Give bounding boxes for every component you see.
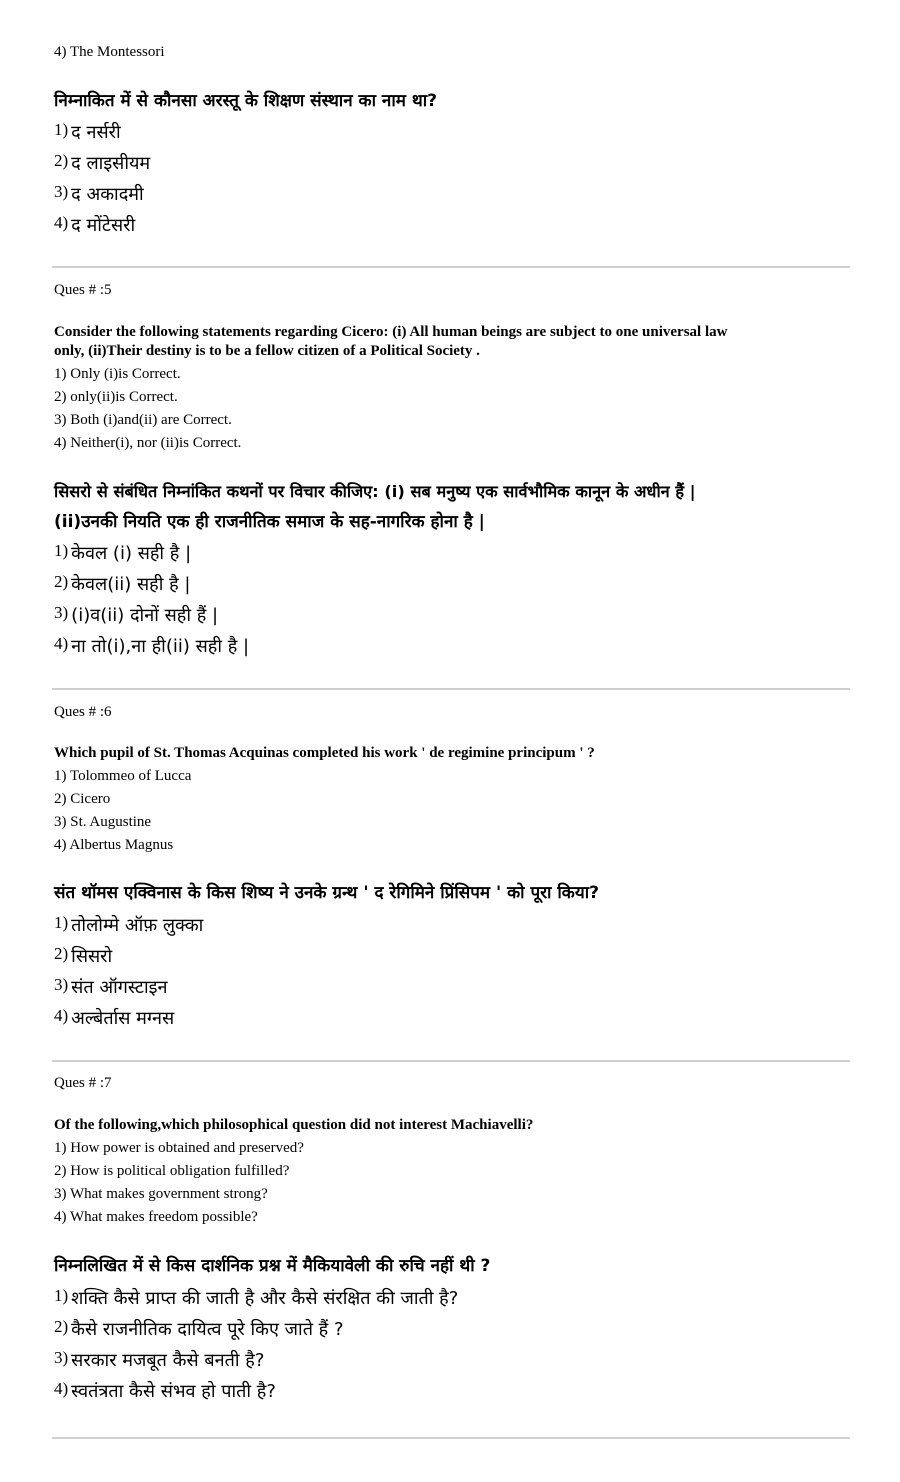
q6-label: Ques # :6 bbox=[54, 704, 112, 720]
option-text: केवल (i) सही है | bbox=[71, 543, 192, 564]
q6-english-question: Which pupil of St. Thomas Acquinas completed his work ' de regimine principum ' ? bbox=[54, 745, 595, 761]
option-number: 2) bbox=[54, 572, 69, 591]
option-text: संत ऑगस्टाइन bbox=[71, 977, 168, 998]
q7-english-option-2: 2) How is political obligation fulfilled? bbox=[54, 1163, 290, 1179]
q5-hindi-option-4 bbox=[54, 631, 249, 660]
q4-hindi-option-3 bbox=[54, 179, 144, 208]
option-number: 2) bbox=[54, 151, 69, 170]
option-text: (i)व(ii) दोनों सही हैं | bbox=[71, 605, 219, 626]
q6-hindi-option-2 bbox=[54, 941, 112, 970]
option-text: स्वतंत्रता कैसे संभव हो पाती है? bbox=[71, 1381, 276, 1402]
option-number: 3) bbox=[54, 182, 69, 201]
option-text: द अकादमी bbox=[71, 184, 144, 205]
q4-hindi-option-2 bbox=[54, 148, 150, 177]
q7-hindi-question: निम्नलिखित में से किस दार्शनिक प्रश्न में मैकियावेली की रुचि नहीं थी ? bbox=[54, 1256, 491, 1276]
option-number: 1) bbox=[54, 541, 69, 560]
option-number: 3) bbox=[54, 975, 69, 994]
option-text: द मोंटेसरी bbox=[71, 215, 136, 236]
option-number: 4) bbox=[54, 1379, 69, 1398]
q7-english-option-4: 4) What makes freedom possible? bbox=[54, 1209, 258, 1225]
option-text: द लाइसीयम bbox=[71, 153, 151, 174]
option-number: 2) bbox=[54, 944, 69, 963]
q6-hindi-option-3 bbox=[54, 972, 167, 1001]
option-text: शक्ति कैसे प्राप्त की जाती है और कैसे संरक्षित की जाती है? bbox=[71, 1288, 459, 1309]
q4-hindi-option-1 bbox=[54, 117, 121, 146]
option-number: 1) bbox=[54, 120, 69, 139]
question-divider bbox=[52, 1437, 850, 1439]
q7-hindi-option-1 bbox=[54, 1283, 458, 1312]
q7-label: Ques # :7 bbox=[54, 1075, 112, 1091]
q6-english-option-4: 4) Albertus Magnus bbox=[54, 837, 174, 853]
q5-hindi-option-1 bbox=[54, 538, 191, 567]
q5-english-option-2: 2) only(ii)is Correct. bbox=[54, 389, 178, 405]
q7-hindi-option-4 bbox=[54, 1376, 276, 1405]
q3-option-4: 4) The Montessori bbox=[54, 44, 165, 60]
option-text: केवल(ii) सही है | bbox=[71, 574, 191, 595]
q6-english-option-2: 2) Cicero bbox=[54, 791, 111, 807]
q7-english-question: Of the following,which philosophical question did not interest Machiavelli? bbox=[54, 1117, 534, 1133]
q6-hindi-option-1 bbox=[54, 910, 203, 939]
q5-hindi-question-line-2: (ii)उनकी नियति एक ही राजनीतिक समाज के सह-नागरिक होना है | bbox=[54, 512, 485, 532]
q5-hindi-option-3 bbox=[54, 600, 218, 629]
q6-hindi-question: संत थॉमस एक्विनास के किस शिष्य ने उनके ग्रन्थ ' द रेगिमिने प्रिंसिपम ' को पूरा किया? bbox=[54, 883, 599, 903]
option-text: सरकार मजबूत कैसे बनती है? bbox=[71, 1350, 265, 1371]
q5-english-option-1: 1) Only (i)is Correct. bbox=[54, 366, 181, 382]
option-text: सिसरो bbox=[71, 946, 113, 967]
q5-label: Ques # :5 bbox=[54, 282, 112, 298]
option-text: कैसे राजनीतिक दायित्व पूरे किए जाते हैं ? bbox=[71, 1319, 344, 1340]
q5-english-option-4: 4) Neither(i), nor (ii)is Correct. bbox=[54, 435, 242, 451]
question-divider bbox=[52, 266, 850, 268]
q5-english-option-3: 3) Both (i)and(ii) are Correct. bbox=[54, 412, 232, 428]
q7-hindi-option-3 bbox=[54, 1345, 264, 1374]
question-divider bbox=[52, 1060, 850, 1062]
option-text: द नर्सरी bbox=[71, 122, 121, 143]
question-divider bbox=[52, 688, 850, 690]
q7-english-option-1: 1) How power is obtained and preserved? bbox=[54, 1140, 304, 1156]
option-number: 1) bbox=[54, 913, 69, 932]
option-number: 4) bbox=[54, 1006, 69, 1025]
option-text: ना तो(i),ना ही(ii) सही है | bbox=[71, 636, 250, 657]
q5-english-question-line-1: Consider the following statements regarding Cicero: (i) All human beings are subject to one universal law bbox=[54, 324, 728, 340]
option-text: अल्बेर्तास मग्नस bbox=[71, 1008, 175, 1029]
q6-hindi-option-4 bbox=[54, 1003, 174, 1032]
option-number: 1) bbox=[54, 1286, 69, 1305]
option-number: 3) bbox=[54, 603, 69, 622]
q5-hindi-option-2 bbox=[54, 569, 190, 598]
q7-hindi-option-2 bbox=[54, 1314, 344, 1343]
q7-english-option-3: 3) What makes government strong? bbox=[54, 1186, 268, 1202]
q4-hindi-option-4 bbox=[54, 210, 135, 239]
q5-english-question-line-2: only, (ii)Their destiny is to be a fellow citizen of a Political Society . bbox=[54, 343, 480, 359]
option-number: 4) bbox=[54, 634, 69, 653]
option-number: 4) bbox=[54, 213, 69, 232]
option-number: 2) bbox=[54, 1317, 69, 1336]
option-number: 3) bbox=[54, 1348, 69, 1367]
q6-english-option-3: 3) St. Augustine bbox=[54, 814, 152, 830]
q4-hindi-question: निम्नाकित में से कौनसा अरस्तू के शिक्षण संस्थान का नाम था? bbox=[54, 91, 437, 111]
option-text: तोलोम्मे ऑफ़ लुक्का bbox=[71, 915, 204, 936]
q5-hindi-question-line-1: सिसरो से संबंधित निम्नांकित कथनों पर विचार कीजिए: (i) सब मनुष्य एक सार्वभौमिक कानून के अधीन हैं | bbox=[54, 482, 696, 501]
q6-english-option-1: 1) Tolommeo of Lucca bbox=[54, 768, 192, 784]
